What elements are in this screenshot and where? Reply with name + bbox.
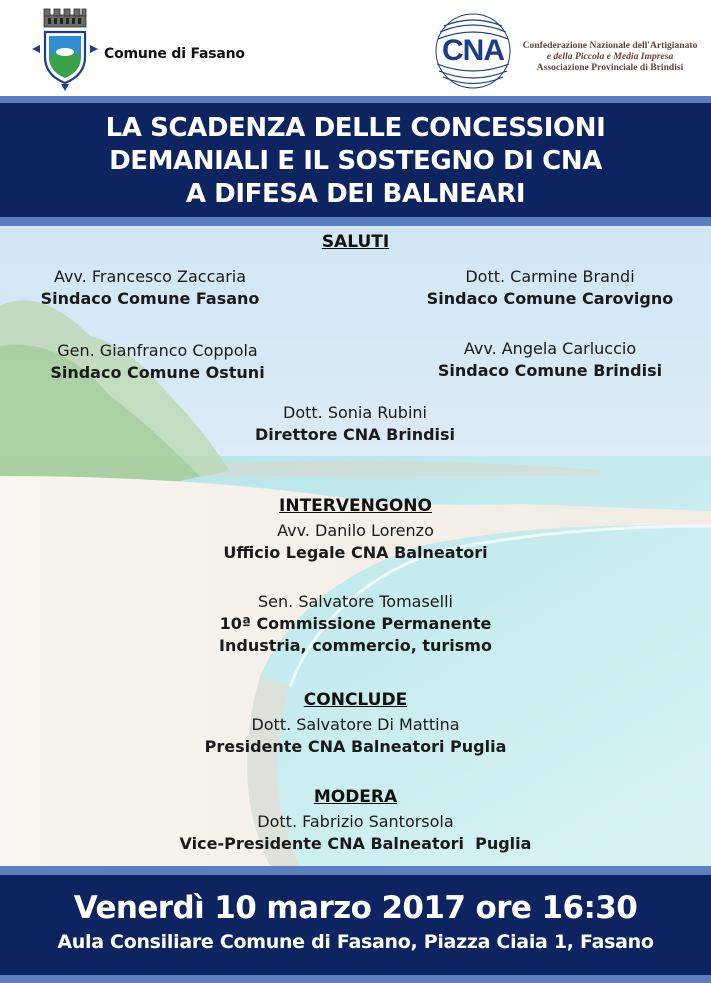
person-name: Avv. Danilo Lorenzo	[277, 521, 434, 540]
person-name: Sen. Salvatore Tomaselli	[258, 592, 453, 611]
comune-name: Comune di Fasano	[104, 46, 245, 62]
person-name: Dott. Sonia Rubini	[283, 403, 427, 422]
person-role: Vice-Presidente CNA Balneatori Puglia	[179, 834, 532, 853]
saluti-heading: SALUTI	[321, 232, 390, 252]
page-title	[0, 112, 711, 211]
event-venue: Aula Consiliare Comune di Fasano, Piazza Ciaia 1, Fasano	[57, 931, 654, 953]
comune-crest-icon	[30, 5, 100, 91]
person-role: Ufficio Legale CNA Balneatori	[223, 543, 488, 562]
cna-logo-icon	[434, 12, 512, 90]
person-name: Dott. Fabrizio Santorsola	[257, 812, 454, 831]
saluti-person-4	[400, 338, 700, 382]
modera-person	[0, 811, 711, 855]
saluti-person-3	[15, 340, 300, 384]
person-name: Avv. Francesco Zaccaria	[53, 267, 247, 286]
title-stripe-bottom	[0, 217, 711, 226]
cna-association-name	[512, 40, 708, 73]
person-role-line-2: Industria, commercio, turismo	[219, 636, 492, 655]
title-stripe-top	[0, 96, 711, 103]
intervengono-person-1	[0, 520, 711, 564]
program-content	[0, 226, 711, 866]
person-role: Sindaco Comune Ostuni	[50, 363, 265, 382]
person-role: Presidente CNA Balneatori Puglia	[204, 737, 507, 756]
person-name: Gen. Gianfranco Coppola	[57, 341, 258, 360]
bottom-stripe-bottom	[0, 975, 711, 983]
intervengono-person-2	[0, 591, 711, 657]
title-line-3: A DIFESA DEI BALNEARI	[185, 179, 526, 209]
person-role: Sindaco Comune Brindisi	[437, 361, 663, 380]
intervengono-heading: INTERVENGONO	[279, 496, 432, 516]
saluti-person-1	[20, 266, 280, 310]
title-line-2: DEMANIALI E IL SOSTEGNO DI CNA	[109, 146, 602, 176]
person-name: Dott. Salvatore Di Mattina	[251, 715, 460, 734]
cna-line-1: Confederazione Nazionale dell'Artigianato	[522, 40, 698, 51]
person-name: Dott. Carmine Brandi	[465, 267, 635, 286]
person-role: Sindaco Comune Carovigno	[426, 289, 674, 308]
conclude-person	[0, 714, 711, 758]
saluti-person-5	[205, 402, 505, 446]
header	[0, 0, 711, 96]
person-name: Avv. Angela Carluccio	[463, 339, 637, 358]
bottom-stripe-top	[0, 866, 711, 875]
cna-logo-text: CNA	[442, 34, 504, 67]
person-role: Sindaco Comune Fasano	[40, 289, 260, 308]
modera-heading: MODERA	[313, 787, 398, 807]
person-role: Direttore CNA Brindisi	[254, 425, 456, 444]
person-role: 10ª Commissione Permanente	[219, 614, 492, 633]
cna-line-3: Associazione Provinciale di Brindisi	[536, 62, 684, 73]
conclude-heading: CONCLUDE	[303, 690, 408, 710]
saluti-person-2	[400, 266, 700, 310]
title-line-1: LA SCADENZA DELLE CONCESSIONI	[105, 113, 606, 143]
event-date: Venerdì 10 marzo 2017 ore 16:30	[73, 890, 638, 926]
cna-line-2: e della Piccola e Media Impresa	[546, 51, 674, 62]
